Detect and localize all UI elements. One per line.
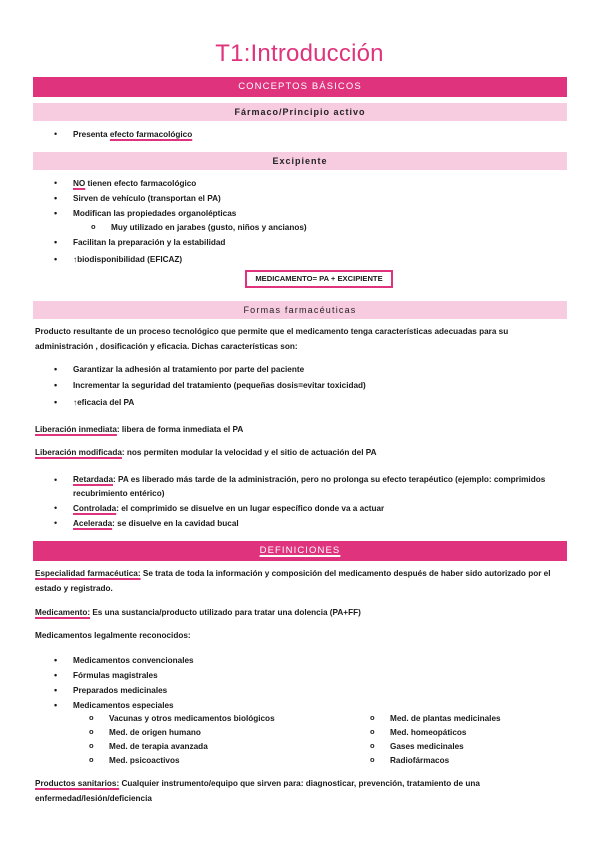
farmaco-bullet-1-prefix: Presenta (73, 130, 110, 139)
special-sublist-left-item: o Med. de origen humano (109, 727, 201, 738)
farmaco-bullet-1-link: efecto farmacológico (109, 130, 193, 139)
special-sublist-left-item: o Vacunas y otros medicamentos biológicos (109, 713, 275, 724)
acelerada-bullet (73, 518, 239, 529)
formas-bullet-1: • Garantizar la adhesión al tratamiento por parte del paciente (73, 364, 304, 375)
excipiente-bullet-1-text: tienen efecto farmacológico (85, 179, 197, 188)
subsection-header-excipiente: Excipiente (33, 152, 567, 170)
liberacion-modificada-label: Liberación modificada (35, 448, 122, 457)
subsection-header-formas: Formas farmacéuticas (33, 301, 567, 319)
liberacion-modificada-line (35, 447, 377, 458)
retardada-bullet (73, 473, 563, 501)
especialidad-paragraph (35, 566, 563, 596)
section-header-conceptos: CONCEPTOS BÁSICOS (33, 77, 567, 97)
especialidad-label: Especialidad farmacéutica: (35, 569, 141, 578)
formas-bullet-3: • ↑eficacia del PA (73, 397, 134, 408)
legal-heading: Medicamentos legalmente reconocidos: (35, 631, 191, 640)
liberacion-inmediata-text: : libera de forma inmediata el PA (116, 425, 244, 434)
excipiente-no: NO (73, 179, 86, 188)
liberacion-modificada-text: : nos permiten modular la velocidad y el sitio de actuación del PA (121, 448, 377, 457)
legal-list-item: • Medicamentos convencionales (73, 655, 194, 666)
special-sublist-left-item: o Med. psicoactivos (109, 755, 180, 766)
controlada-bullet (73, 503, 384, 514)
medicamento-line (35, 607, 361, 618)
productos-label: Productos sanitarios: (35, 779, 120, 788)
excipiente-bullet-2: • Sirven de vehículo (transportan el PA) (73, 193, 221, 204)
farmaco-bullet-1 (73, 129, 192, 140)
special-sublist-right-item: o Radiofármacos (390, 755, 449, 766)
acelerada-label: Acelerada (73, 519, 113, 528)
productos-paragraph (35, 776, 563, 806)
page-title: T1:Introducción (215, 40, 384, 67)
special-sublist-right-item: o Med. de plantas medicinales (390, 713, 501, 724)
subsection-header-farmaco: Fármaco/Principio activo (33, 103, 567, 121)
special-sublist-right-item: o Gases medicinales (390, 741, 464, 752)
section-header-definiciones (33, 541, 567, 561)
medicamento-formula-box: MEDICAMENTO= PA + EXCIPIENTE (245, 270, 393, 288)
section-header-definiciones-label: DEFINICIONES (259, 545, 341, 556)
legal-list-item: • Fórmulas magistrales (73, 670, 158, 681)
excipiente-sub-bullet: o Muy utilizado en jarabes (gusto, niños y ancianos) (111, 222, 307, 233)
excipiente-bullet-3: • Modifican las propiedades organolépticas (73, 208, 236, 219)
special-sublist-left-item: o Med. de terapia avanzada (109, 741, 208, 752)
controlada-label: Controlada (73, 504, 117, 513)
acelerada-text: : se disuelve en la cavidad bucal (112, 519, 239, 528)
legal-list-item: • Preparados medicinales (73, 685, 167, 696)
liberacion-inmediata-line (35, 424, 243, 435)
excipiente-bullet-5: • ↑biodisponibilidad (EFICAZ) (73, 254, 182, 265)
formas-bullet-2: • Incrementar la seguridad del tratamiento (pequeñas dosis=evitar toxicidad) (73, 380, 366, 391)
liberacion-inmediata-label: Liberación inmediata (35, 425, 117, 434)
formas-paragraph: Producto resultante de un proceso tecnológico que permite que el medicamento tenga características adecuadas para su administración , dosificación y eficacia. Dichas características son: (35, 327, 509, 351)
excipiente-bullet-1 (73, 178, 196, 189)
excipiente-bullet-4: • Facilitan la preparación y la estabilidad (73, 237, 225, 248)
medicamento-text: Es una sustancia/producto utilizado para tratar una dolencia (PA+FF) (90, 608, 361, 617)
special-sublist-right-item: o Med. homeopáticos (390, 727, 466, 738)
medicamento-label: Medicamento: (35, 608, 91, 617)
retardada-label: Retardada (73, 475, 114, 484)
especialidad-text: Se trata de toda la información y composición del medicamento después de haber sido autorizado por el estado y registrado. (35, 569, 551, 593)
legal-list-item: • Medicamentos especiales (73, 700, 174, 711)
controlada-text: : el comprimido se disuelve en un lugar específico donde va a actuar (116, 504, 385, 513)
productos-text: Cualquier instrumento/equipo que sirven para: diagnosticar, prevención, tratamiento de una enfermedad/lesión/deficiencia (35, 779, 480, 803)
retardada-text: : PA es liberado más tarde de la administración, pero no prolonga su efecto terapéutico (ejemplo: comprimidos recubrimiento entérico) (73, 475, 546, 498)
